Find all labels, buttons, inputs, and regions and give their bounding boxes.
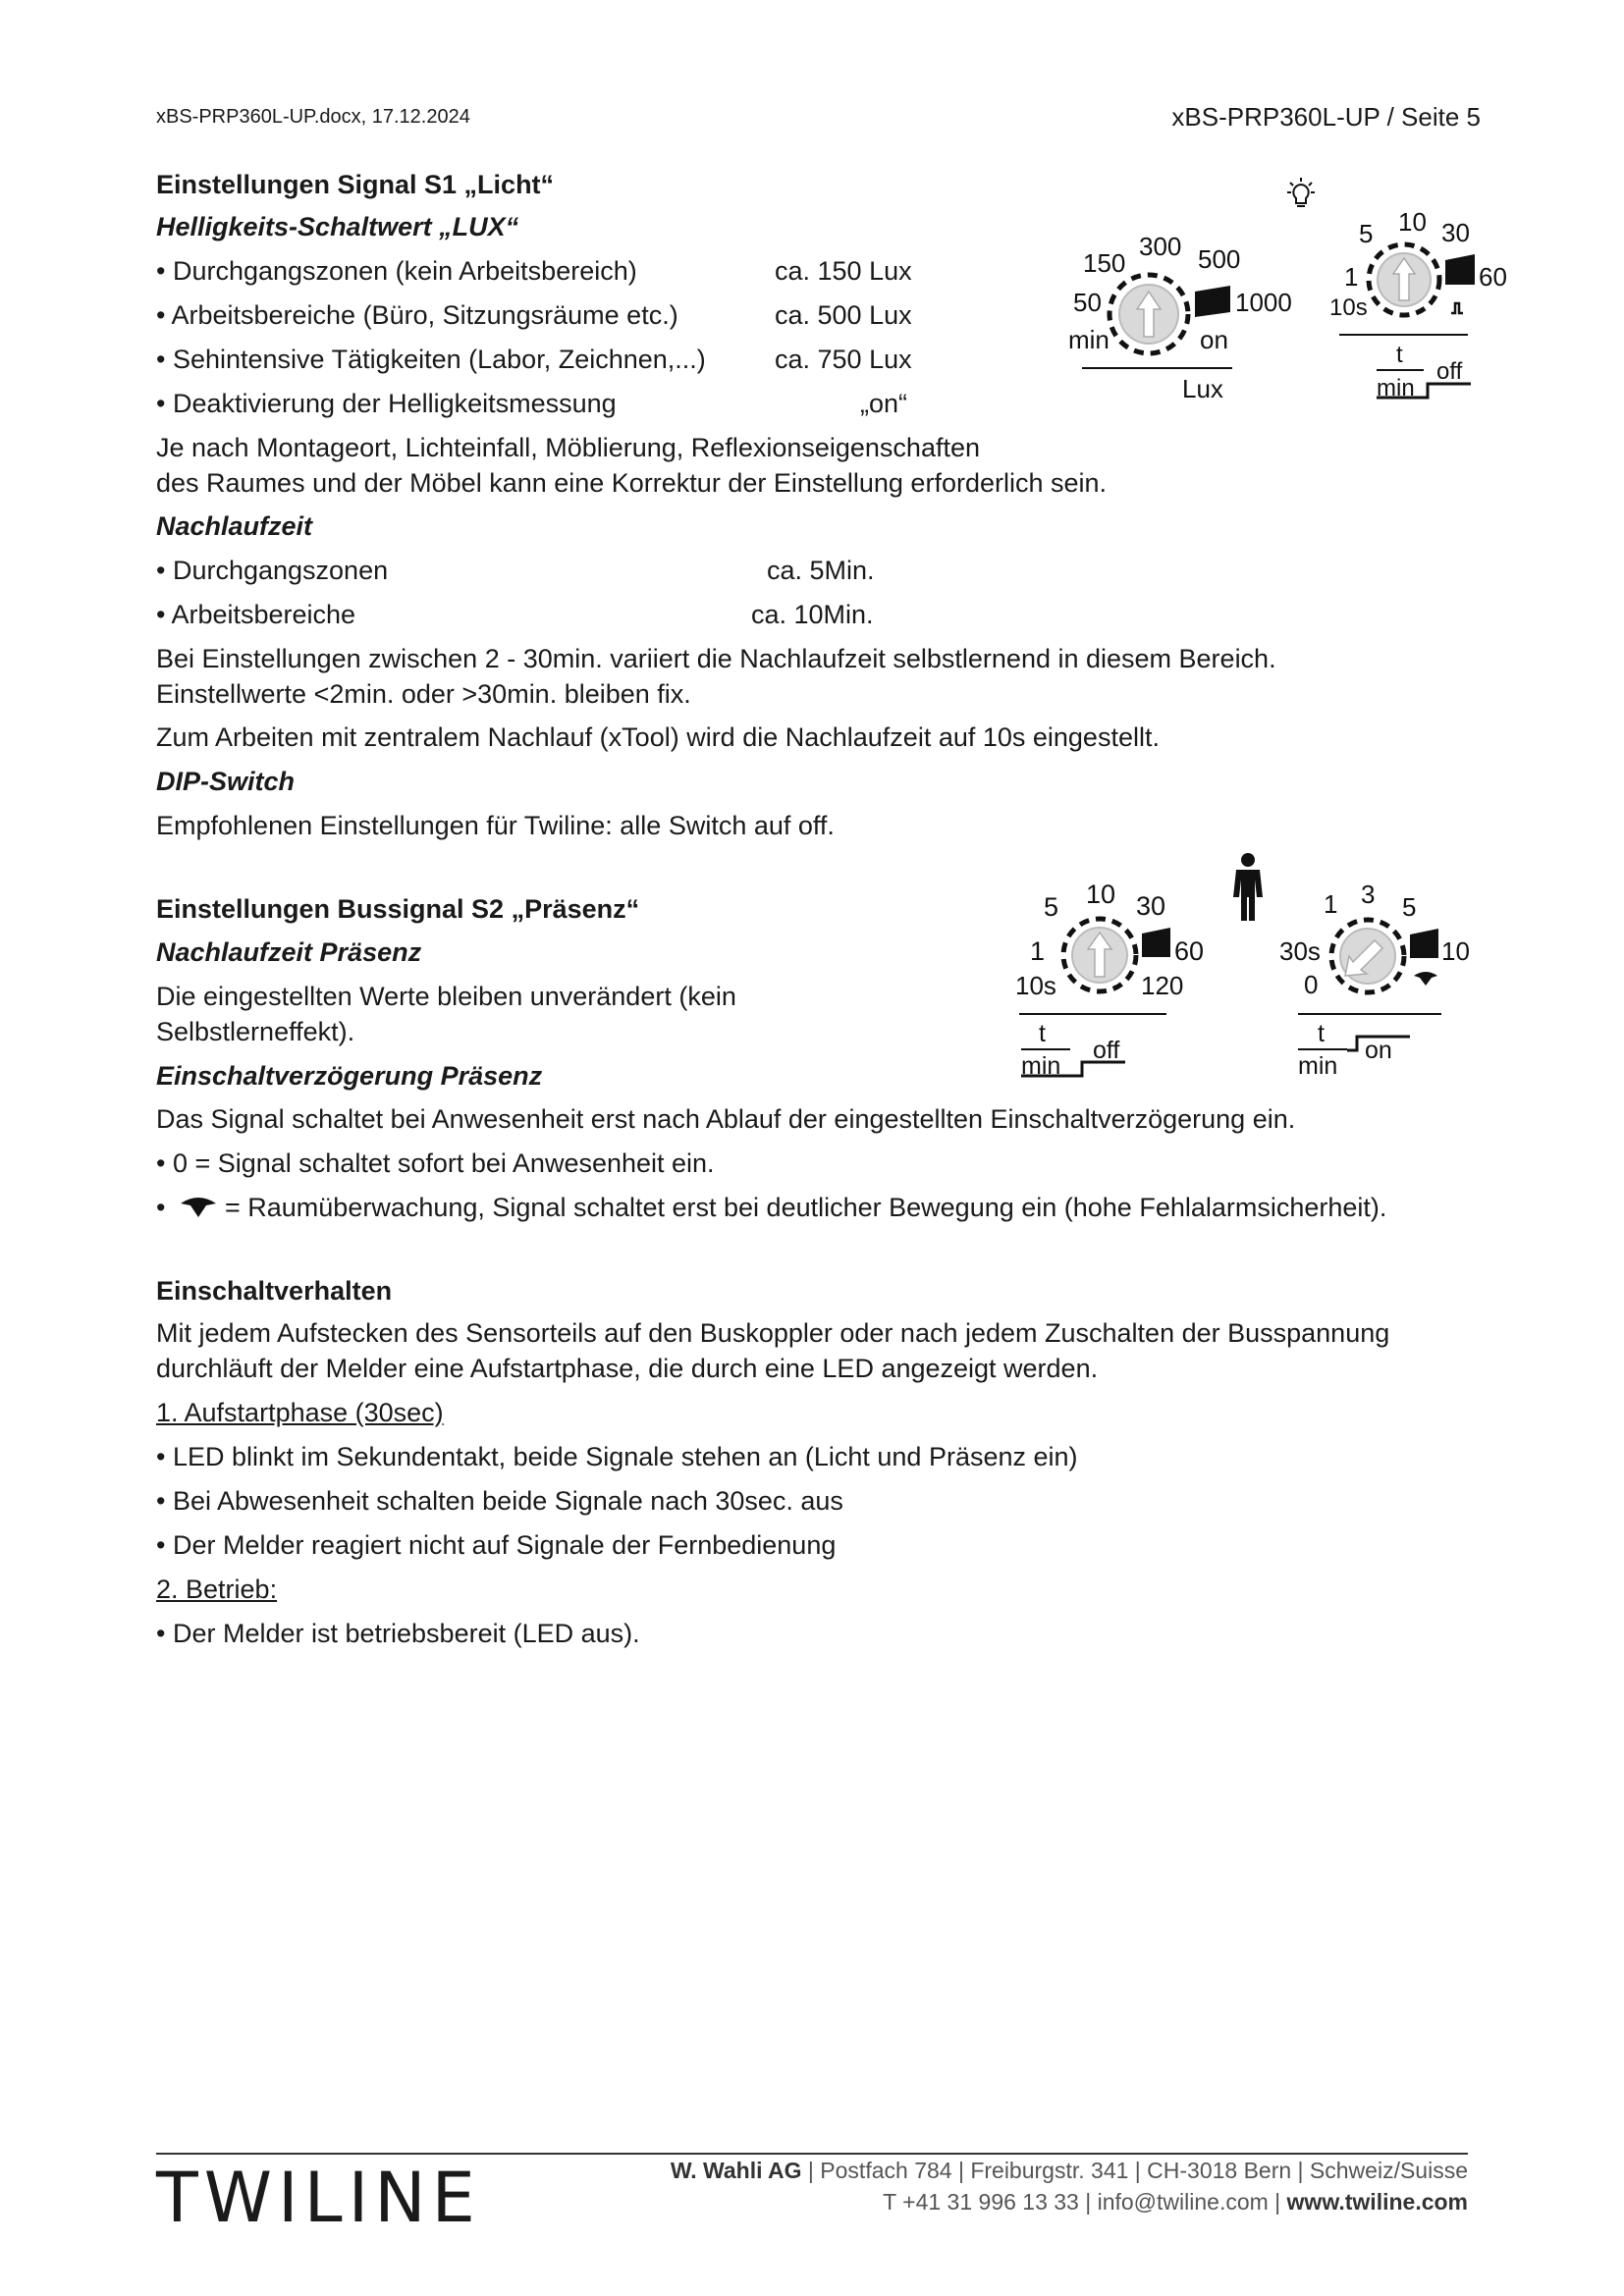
s2-ein-item-text: = Raumüberwachung, Signal schaltet erst bei deutlicher Bewegung ein (hohe Fehlalarmsicherheit). — [225, 1193, 1387, 1222]
lux-note-line: Je nach Montageort, Lichteinfall, Möblierung, Reflexionseigenschaften — [156, 433, 981, 462]
dial-label: 30s — [1279, 936, 1321, 966]
dial-label: 3 — [1361, 880, 1376, 909]
dial-label: 30 — [1136, 891, 1166, 921]
nachlauf-note-line: Bei Einstellungen zwischen 2 - 30min. variiert die Nachlaufzeit selbstlernend in diesem Bereich. — [156, 644, 1276, 673]
einschalt-text-line: durchläuft der Melder eine Aufstartphase, die durch eine LED angezeigt werden. — [156, 1354, 1099, 1383]
footer-address-text: | Postfach 784 | Freiburgstr. 341 | CH-3018 Bern | Schweiz/Suisse — [801, 2158, 1468, 2183]
s2-ein-heading: Einschaltverzögerung Präsenz — [156, 1061, 543, 1091]
phase1-item: • Bei Abwesenheit schalten beide Signale nach 30sec. aus — [156, 1486, 843, 1516]
person-icon — [1230, 852, 1266, 923]
time-dial-s2-diagram — [1011, 869, 1208, 1085]
lux-note-line: des Raumes und der Möbel kann eine Korrektur der Einstellung erforderlich sein. — [156, 468, 1108, 498]
einschalt-text-line: Mit jedem Aufstecken des Sensorteils auf den Buskoppler oder nach jedem Zuschalten der Busspannung — [156, 1318, 1390, 1348]
dial-label: on — [1200, 325, 1228, 354]
phase2-heading: 2. Betrieb: — [156, 1575, 278, 1604]
phase1-heading: 1. Aufstartphase (30sec) — [156, 1398, 444, 1427]
dial-label: 10 — [1441, 936, 1470, 966]
dial-unit: Lux — [1182, 374, 1223, 403]
dial-min-label: min — [1377, 375, 1415, 401]
room-surveillance-icon — [179, 1194, 218, 1219]
header-filename: xBS-PRP360L-UP.docx, 17.12.2024 — [156, 106, 470, 128]
dial-label: 50 — [1073, 288, 1102, 317]
dial-min-label: min — [1021, 1052, 1061, 1080]
dial-label: 10s — [1015, 971, 1056, 1000]
dial-max-segment — [1445, 254, 1475, 285]
dial-label: 5 — [1402, 892, 1417, 922]
lux-item-label: • Sehintensive Tätigkeiten (Labor, Zeichnen,...) — [156, 345, 706, 374]
room-surveillance-icon — [1414, 972, 1437, 986]
footer-website-link[interactable]: www.twiline.com — [1286, 2189, 1468, 2215]
nachlauf-note-line: Einstellwerte <2min. oder >30min. bleiben fix. — [156, 679, 691, 709]
dial-label: 300 — [1139, 232, 1182, 261]
lux-item-value: ca. 750 Lux — [775, 345, 912, 374]
nachlauf-note-line: Zum Arbeiten mit zentralem Nachlauf (xTool) wird die Nachlaufzeit auf 10s eingestellt. — [156, 722, 1160, 752]
dial-label: min — [1068, 325, 1110, 354]
dial-label: 60 — [1174, 936, 1205, 966]
dial-label: 10 — [1398, 207, 1427, 237]
footer-divider — [156, 2153, 1468, 2155]
footer-contact-text: T +41 31 996 13 33 | info@twiline.com | — [883, 2189, 1287, 2215]
einschalt-heading: Einschaltverhalten — [156, 1276, 393, 1306]
dial-t-label: t — [1396, 342, 1403, 368]
dial-label: 150 — [1083, 248, 1126, 278]
s2-nach-text-line: Die eingestellten Werte bleiben unverändert (kein — [156, 982, 736, 1011]
lux-item-label: • Durchgangszonen (kein Arbeitsbereich) — [156, 256, 637, 286]
lux-item-label: • Deaktivierung der Helligkeitsmessung — [156, 389, 617, 418]
time-dial-s1-diagram — [1326, 201, 1512, 407]
dial-label: 60 — [1479, 262, 1507, 292]
dial-label: 0 — [1304, 970, 1319, 999]
delay-dial-diagram — [1276, 874, 1492, 1085]
s2-heading: Einstellungen Bussignal S2 „Präsenz“ — [156, 894, 640, 924]
s2-ein-item-bullet: • — [156, 1193, 166, 1222]
lux-item-value: ca. 150 Lux — [775, 256, 912, 286]
nachlauf-item-value: ca. 5Min. — [767, 556, 875, 585]
twiline-logo: TWILINE — [156, 2158, 481, 2238]
header-page: xBS-PRP360L-UP / Seite 5 — [1171, 102, 1481, 132]
dial-label: 1 — [1030, 936, 1046, 966]
nachlauf-heading: Nachlaufzeit — [156, 511, 313, 541]
dial-label: 1 — [1324, 889, 1338, 919]
lux-item-value: ca. 500 Lux — [775, 300, 912, 330]
s2-nach-heading: Nachlaufzeit Präsenz — [156, 937, 422, 967]
dip-text: Empfohlenen Einstellungen für Twiline: alle Switch auf off. — [156, 811, 835, 840]
s2-ein-text: Das Signal schaltet bei Anwesenheit erst nach Ablauf der eingestellten Einschaltverzögerung ein. — [156, 1104, 1296, 1134]
dial-off-label: off — [1093, 1037, 1120, 1064]
dial-max-segment — [1410, 929, 1438, 958]
dial-label: 30 — [1441, 218, 1470, 247]
phase1-item: • LED blinkt im Sekundentakt, beide Signale stehen an (Licht und Präsenz ein) — [156, 1442, 1078, 1471]
footer-company: W. Wahli AG — [670, 2158, 802, 2183]
phase2-item: • Der Melder ist betriebsbereit (LED aus). — [156, 1619, 640, 1648]
nachlauf-item-label: • Durchgangszonen — [156, 556, 389, 585]
pulse-icon — [1451, 303, 1463, 313]
dial-label: 1 — [1344, 262, 1359, 292]
s2-ein-item: • 0 = Signal schaltet sofort bei Anwesenheit ein. — [156, 1148, 715, 1178]
phase1-item: • Der Melder reagiert nicht auf Signale der Fernbedienung — [156, 1530, 837, 1560]
lux-heading: Helligkeits-Schaltwert „LUX“ — [156, 212, 519, 241]
dial-max-segment — [1195, 286, 1230, 317]
dial-label: 1000 — [1235, 288, 1292, 317]
dial-t-label: t — [1318, 1020, 1325, 1047]
dial-t-label: t — [1039, 1020, 1046, 1047]
footer-address — [671, 2158, 1468, 2184]
dial-label: 500 — [1198, 244, 1241, 274]
dial-on-label: on — [1365, 1037, 1392, 1064]
nachlauf-item-label: • Arbeitsbereiche — [156, 600, 356, 629]
nachlauf-item-value: ca. 10Min. — [751, 600, 874, 629]
s2-nach-text-line: Selbstlerneffekt). — [156, 1017, 355, 1046]
light-bulb-icon — [1286, 177, 1316, 216]
lux-dial-diagram — [1060, 221, 1306, 412]
lux-item-value: „on“ — [860, 389, 908, 418]
dip-heading: DIP-Switch — [156, 767, 296, 796]
s1-heading: Einstellungen Signal S1 „Licht“ — [156, 170, 555, 199]
dial-label: 10s — [1329, 294, 1368, 321]
dial-label: 5 — [1044, 892, 1059, 922]
dial-min-label: min — [1298, 1052, 1338, 1080]
dial-max-segment — [1142, 928, 1170, 957]
dial-label: 10 — [1086, 880, 1116, 909]
footer-contact — [883, 2189, 1468, 2216]
dial-label: 5 — [1359, 219, 1374, 248]
dial-label: 120 — [1141, 971, 1184, 1000]
dial-off-label: off — [1436, 358, 1463, 385]
lux-item-label: • Arbeitsbereiche (Büro, Sitzungsräume etc.) — [156, 300, 678, 330]
